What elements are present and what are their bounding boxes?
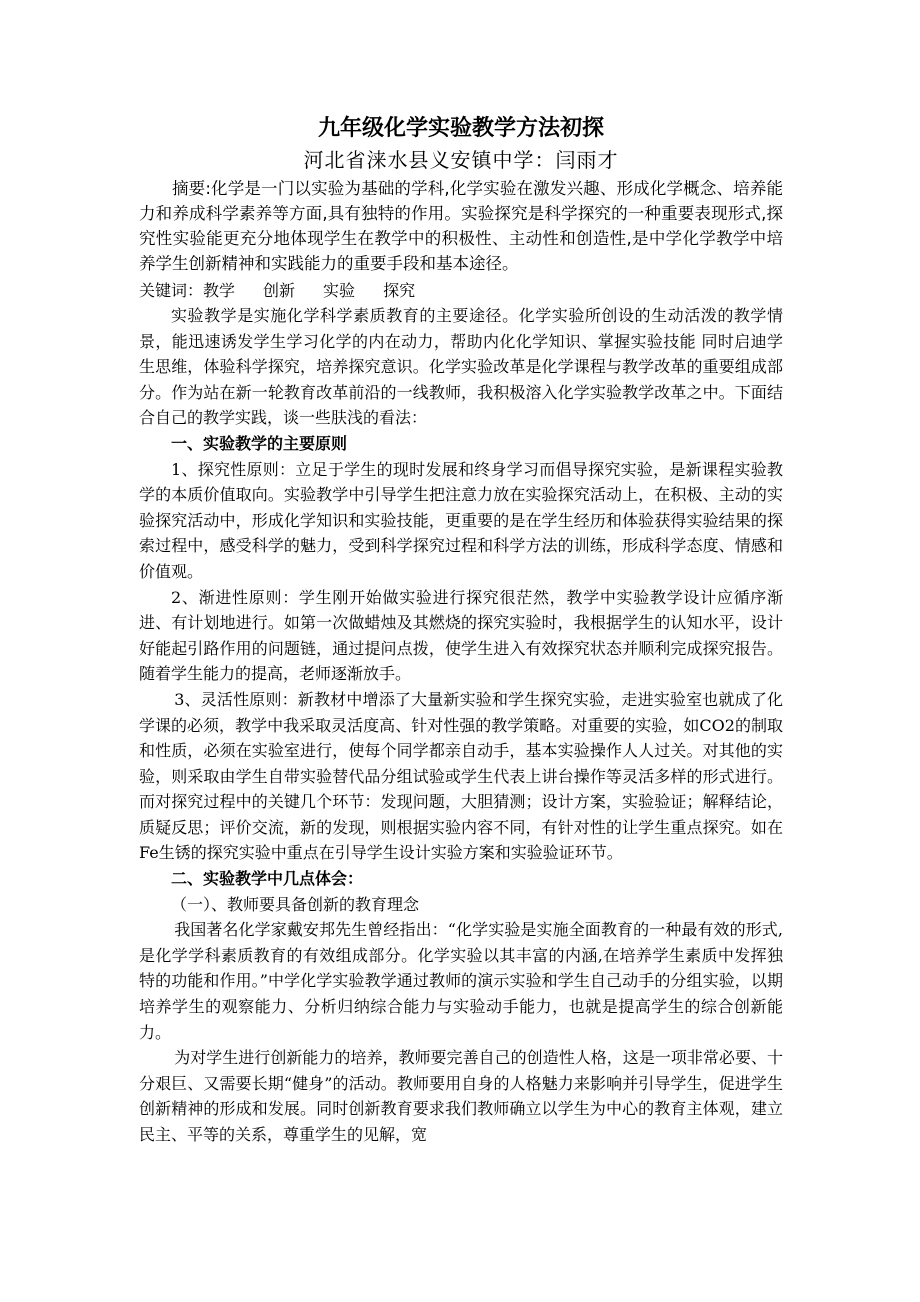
keywords-label: 关键词： xyxy=(139,281,204,300)
section-heading-2: 二、实验教学中几点体会： xyxy=(171,869,364,889)
keyword-item: 创新 xyxy=(263,281,296,300)
closing-paragraph: 为对学生进行创新能力的培养，教师要完善自己的创造性人格，这是一项非常必要、十分艰巨、又需要长期“健身”的活动。教师要用自身的人格魅力来影响并引导学生，促进学生创新精神的形成和发展。同时创新教育要求我们教师确立以学生为中心的教育主体观，建立民主、平等的关系，尊重学生的见解，宽 xyxy=(139,1048,783,1144)
quote-paragraph: 我国著名化学家戴安邦先生曾经指出：“化学实验是实施全面教育的一种最有效的形式,是化学学科素质教育的有效组成部分。化学实验以其丰富的内涵,在培养学生素质中发挥独特的功能和作用。”中学化学实验教学通过教师的演示实验和学生自己动手的分组实验，以期培养学生的观察能力、分析归纳综合能力与实验动手能力，也就是提高学生的综合创新能力。 xyxy=(139,920,783,1042)
section-heading-1: 一、实验教学的主要原则 xyxy=(171,433,348,453)
keyword-item: 教学 xyxy=(203,281,236,300)
subsection-heading-1: （一）、教师要具备创新的教育理念 xyxy=(171,894,420,914)
keyword-item: 实验 xyxy=(323,281,356,300)
author-line: 河北省涞水县义安镇中学：闫雨才 xyxy=(303,148,619,172)
document-title: 九年级化学实验教学方法初探 xyxy=(317,116,604,141)
principle-paragraph-1: 1、探究性原则：立足于学生的现时发展和终身学习而倡导探究实验，是新课程实验教学的本质价值取向。实验教学中引导学生把注意力放在实验探究活动上，在积极、主动的实验探究活动中，形成化学知识和实验技能，更重要的是在学生经历和体验获得实验结果的探索过程中，感受科学的魅力，受到科学探究过程和科学方法的训练，形成科学态度、情感和价值观。 xyxy=(139,459,783,581)
principle-paragraph-3: 3、灵活性原则：新教材中增添了大量新实验和学生探究实验，走进实验室也就成了化学课的必须，教学中我采取灵活度高、针对性强的教学策略。对重要的实验，如CO2的制取和性质，必须在实验室进行，使每个同学都亲自动手，基本实验操作人人过关。对其他的实验，则采取由学生自带实验替代品分组试验或学生代表上讲台操作等灵活多样的形式进行。而对探究过程中的关键几个环节：发现问题，大胆猜测；设计方案，实验验证；解释结论，质疑反思；评价交流，新的发现，则根据实验内容不同，有针对性的让学生重点探究。如在Fe生锈的探究实验中重点在引导学生设计实验方案和实验验证环节。 xyxy=(139,689,783,863)
keywords-line xyxy=(139,278,783,303)
principle-paragraph-2: 2、渐进性原则：学生刚开始做实验进行探究很茫然，教学中实验教学设计应循序渐进、有计划地进行。如第一次做蜡烛及其燃烧的探究实验时，我根据学生的认知水平，设计好能起引路作用的问题链，通过提问点拨，使学生进入有效探究状态并顺利完成探究报告。随着学生能力的提高，老师逐渐放手。 xyxy=(139,587,783,684)
intro-paragraph: 实验教学是实施化学科学素质教育的主要途径。化学实验所创设的生动活泼的教学情景，能迅速诱发学生学习化学的内在动力，帮助内化化学知识、掌握实验技能 同时启迪学生思维，体验科学探究，培养探究意识。化学实验改革是化学课程与教学改革的重要组成部分。作为站在新一轮教育改革前沿的一线教师，我积极溶入化学实验教学改革之中。下面结合自己的教学实践，谈一些肤浅的看法： xyxy=(139,306,783,428)
abstract-paragraph: 摘要:化学是一门以实验为基础的学科,化学实验在激发兴趣、形成化学概念、培养能力和养成科学素养等方面,具有独特的作用。实验探究是科学探究的一种重要表现形式,探究性实验能更充分地体现学生在教学中的积极性、主动性和创造性,是中学化学教学中培养学生创新精神和实践能力的重要手段和基本途径。 xyxy=(139,179,783,273)
keyword-item: 探究 xyxy=(383,281,416,300)
document-page xyxy=(139,112,783,1148)
